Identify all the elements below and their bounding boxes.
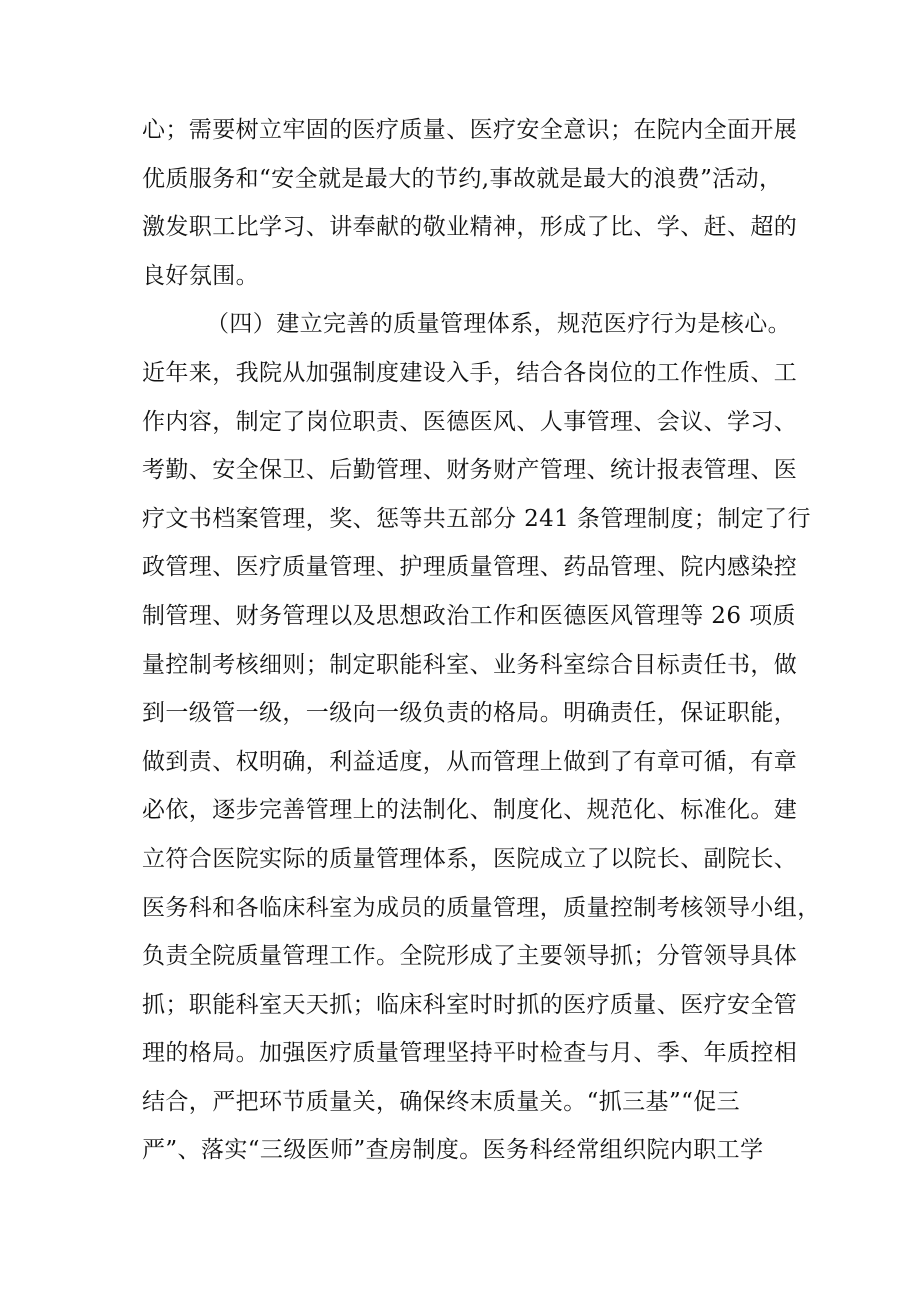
text-line: 心；需要树立牢固的医疗质量、医疗安全意识；在院内全面开展 [142, 117, 798, 143]
text-line: 政管理、医疗质量管理、护理质量管理、药品管理、院内感染控 [142, 554, 798, 581]
text-line: 理的格局。加强医疗质量管理坚持平时检查与月、季、年质控相 [142, 1040, 798, 1067]
text-line: 医务科和各临床科室为成员的质量管理，质量控制考核领导小组， [142, 894, 821, 921]
text-line: 结合，严把环节质量关，确保终末质量关。“抓三基”“促三 [142, 1088, 741, 1115]
text-line: 立符合医院实际的质量管理体系，医院成立了以院长、副院长、 [142, 845, 798, 872]
text-line: 优质服务和“安全就是最大的节约,事故就是最大的浪费”活动， [142, 165, 783, 192]
text-line: 量控制考核细则；制定职能科室、业务科室综合目标责任书，做 [142, 651, 798, 678]
text-line: 作内容，制定了岗位职责、医德医风、人事管理、会议、学习、 [142, 408, 798, 435]
section-heading: （四）建立完善的质量管理体系，规范医疗行为是核心。 [206, 311, 791, 338]
body-text [142, 106, 821, 1175]
text-line: 良好氛围。 [142, 262, 259, 289]
text-line: 必依，逐步完善管理上的法制化、制度化、规范化、标准化。建 [142, 797, 798, 824]
text-line: 近年来，我院从加强制度建设入手，结合各岗位的工作性质、工 [142, 359, 798, 386]
text-line: 到一级管一级，一级向一级负责的格局。明确责任，保证职能， [142, 700, 798, 727]
text-line: 制管理、财务管理以及思想政治工作和医德医风管理等 26 项质 [142, 602, 796, 629]
text-line: 考勤、安全保卫、后勤管理、财务财产管理、统计报表管理、医 [142, 457, 798, 484]
text-line: 激发职工比学习、讲奉献的敬业精神，形成了比、学、赶、超的 [142, 214, 798, 241]
text-line: 负责全院质量管理工作。全院形成了主要领导抓；分管领导具体 [142, 943, 798, 970]
text-line: 做到责、权明确，利益适度，从而管理上做到了有章可循，有章 [142, 748, 798, 775]
text-line: 抓；职能科室天天抓；临床科室时时抓的医疗质量、医疗安全管 [142, 991, 798, 1018]
text-line: 严”、落实“三级医师”查房制度。医务科经常组织院内职工学 [142, 1137, 764, 1164]
text-line: 疗文书档案管理，奖、惩等共五部分 241 条管理制度；制定了行 [142, 505, 811, 532]
